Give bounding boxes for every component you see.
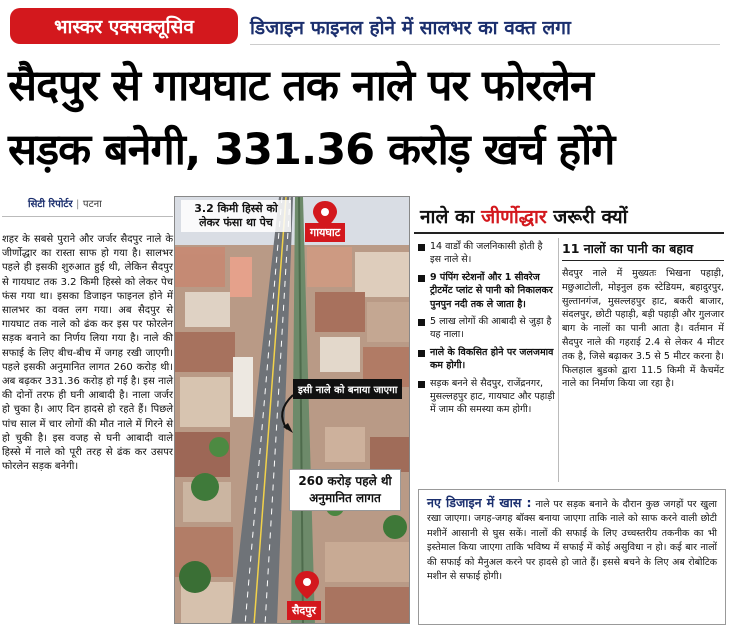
- drains-flow-box: [562, 240, 724, 391]
- column-divider: [558, 238, 559, 482]
- byline-reporter: सिटी रिपोर्टर: [28, 199, 73, 210]
- new-design-lead: नए डिजाइन में खास :: [427, 495, 532, 510]
- story-column: [2, 196, 173, 624]
- pin-label-saidpur: सैदपुर: [287, 601, 321, 620]
- byline-city: पटना: [82, 199, 102, 210]
- list-item: 14 वार्डों की जलनिकासी होती है इस नाले से।: [418, 240, 556, 267]
- drains-flow-body: सैदपुर नाले में मुख्यतः भिखना पहाड़ी, मछुआटोली, मोइनुल हक स्टेडियम, बहादुरपुर, सुल्तानगंज, मुसल्लहपुर हाट, बकरी बाजार, संदलपुर, छोटी पहाड़ी, बड़ी पहाड़ी और गुलजार बाग के नालों का पानी आता है। वर्तमान में सैदपुर नाले की गहराई 2.4 से लेकर 4 मीटर तक है, जिसे बढ़ाकर 3.5 से 5 मीटर करना है। फिलहाल बुडको द्वारा 11.5 किमी में कैचमेंट नाले का निर्माण किया जा रहा है।: [562, 268, 724, 390]
- sidebar-title-rule: [414, 232, 724, 234]
- sidebar-title-accent: जीर्णोद्धार: [481, 206, 547, 228]
- list-item: नाले के विकसित होने पर जलजमाव कम होगी।: [418, 346, 556, 373]
- kicker-rule: [250, 44, 720, 45]
- aerial-photo-illustration: [175, 197, 410, 624]
- list-item: सड़क बनने से सैदपुर, राजेंद्रनगर, मुसल्लहपुर हाट, गायघाट और पहाड़ी में जाम की समस्या कम होगी।: [418, 377, 556, 417]
- byline-rule: [2, 216, 173, 217]
- sidebar-title-post: जरूरी क्यों: [546, 206, 628, 228]
- callout-drain: इसी नाले को बनाया जाएगा: [293, 379, 402, 399]
- pin-label-gayghat: गायघाट: [305, 223, 345, 242]
- headline: [8, 54, 724, 182]
- photo-top-caption: 3.2 किमी हिस्से को लेकर फंसा था पेच: [181, 200, 291, 232]
- exclusive-tag: भास्कर एक्सक्लूसिव: [10, 8, 238, 44]
- callout-cost: 260 करोड़ पहले थी अनुमानित लागत: [289, 469, 401, 511]
- headline-line-1: सैदपुर से गायघाट तक नाले पर फोरलेन: [8, 61, 593, 111]
- reasons-list: [418, 240, 556, 421]
- sidebar-title-pre: नाले का: [420, 206, 482, 228]
- kicker: डिजाइन फाइनल होने में सालभर का वक्त लगा: [250, 17, 571, 39]
- new-design-body: नाले पर सड़क बनाने के दौरान कुछ जगहों पर खुला रखा जाएगा। जगह-जगह बॉक्स बनाया जाएगा ताकि नाले को साफ करने वाली छोटी मशीनें आसानी से घुस सकें। नालों की सफाई के लिए उच्चस्तरीय तकनीक का भी इस्तेमाल किया जाएगा ताकि भविष्य में सफाई में कोई असुविधा न हो। कई बार नालों की सफाई को मैनुअल करने पर हादसे हो जाते हैं। इससे बचने के लिए अब रोबोटिक मशीन से सफाई होगी।: [427, 499, 717, 583]
- new-design-text: [427, 496, 717, 584]
- byline: [2, 196, 173, 210]
- list-item: 5 लाख लोगों की आबादी से जुड़ा है यह नाला।: [418, 315, 556, 342]
- new-design-box: [418, 489, 726, 625]
- sidebar-title: [420, 203, 628, 229]
- top-strip: [0, 0, 731, 52]
- aerial-photo: [174, 196, 410, 624]
- byline-separator: |: [76, 199, 80, 210]
- story-body: शहर के सबसे पुराने और जर्जर सैदपुर नाले के जीर्णोद्धार का रास्ता साफ हो गया है। सालभर पहले ही इसकी शुरुआत हुई थी, लेकिन सैदपुर से गायघाट तक 3.2 किमी हिस्से को लेकर पेच फंस गया था। इसका डिजाइन फाइनल होने में सालभर का वक्त लग गया। अब सैदपुर से गायघाट तक नाले को ढंक कर इस पर फोरलेन सड़क बनाने का निर्णय लिया गया है। नाले की सफाई के लिए बीच-बीच में जगह रखी जाएगी। पहले इसकी अनुमानित लागत 260 करोड़ थी। अब बढ़कर 331.36 करोड़ हो गई है। इस नाले की दोनों तरफ ही घनी आबादी है। नाला जर्जर हो चुका है। आए दिन हादसे हो रहते हैं। पिछले पांच साल में चार लोगों की मौत नाले में गिरने से हो चुकी है। इस वजह से घनी आबादी वाले हिस्से में नाले को पूरी तरह से ढंक कर उसपर फोरलेन सड़क बनेगी।: [2, 234, 173, 473]
- list-item: 9 पंपिंग स्टेशनों और 1 सीवरेज ट्रीटमेंट प्लांट से पानी को निकालकर पुनपुन नदी तक ले जाता है।: [418, 271, 556, 311]
- drains-flow-title: 11 नालों का पानी का बहाव: [562, 240, 724, 261]
- headline-line-2: सड़क बनेगी, 331.36 करोड़ खर्च होंगे: [8, 125, 615, 175]
